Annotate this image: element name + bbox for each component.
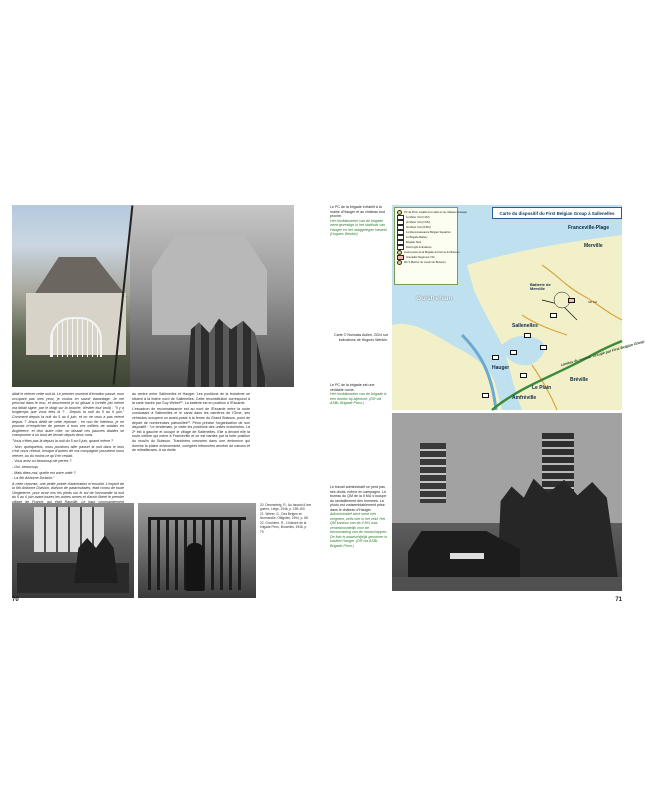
map-legend <box>394 207 468 285</box>
legend-item <box>397 250 460 255</box>
caption-nl: Het hoofdkwartier van de brigade is een drukke bij-bijenkorf. (DR via ASBL Brigade Piron.) <box>330 392 387 405</box>
legend-label: 3e Motor Unit (III MU) <box>406 225 431 229</box>
photo-office-interior <box>12 503 134 598</box>
paragraph: - Vous avez vu beaucoup de pertes ? <box>12 459 72 464</box>
place-breville: Bréville <box>570 377 589 383</box>
archive-house <box>152 235 267 335</box>
paragraph: L'escadron de reconnaissance est au nord de l'Escarde entre la route conduisant à Sallenelles et le canal dans les carrières de l'Orne, ses véhicules occupent un avant-poste à la ferme du Grand Buisson, point de départ de nombreuses patrouilles²¹. Piron précise l'organisation de son dispositif : "Le lendemain, je visite les positions des unités motorisées. La 2ᵉ est à gauche et occupe le village de Sallenelles. Elle a devant elle la route côtière qui mène à Franceville et ce est bardée par la forte position du moulin du Buisson. Tranchées creusées dans une éminence qui domine la plaine environnante, corrigées bétonnées armées de canons et de mitrailleuses. A sa droite <box>132 406 250 453</box>
paragraph: - Mais dites-moi, quelle est votre unité ? <box>12 470 76 475</box>
enemy-unit-marker <box>568 298 575 303</box>
paragraph: - Oui, beaucoup. <box>12 464 39 469</box>
paragraph: au centre entre Sallenelles et Hauger. Les positions de la troisième se situent à la lisière nord de Sallenelles. Cette reconstitution correspond à la carte tracée par Guy Weber²⁰. La batterie est en position à l'Escarde. <box>132 392 250 406</box>
photo-then-and-now-house <box>12 205 294 387</box>
caption-pc <box>330 205 388 237</box>
legend-number-icon <box>397 260 402 265</box>
place-sector-limit-label: Limites du secteur occupé par First Belgian Group <box>560 339 645 368</box>
legend-label: PC de Piron installé à la mairie et au château d'Hauger <box>404 210 468 214</box>
place-hauger: Hauger <box>492 365 510 371</box>
photo-jeep-soldiers <box>392 413 622 591</box>
unit-marker <box>482 393 489 398</box>
legend-label: Field Light Ambulance <box>406 245 432 249</box>
legend-item <box>397 260 455 265</box>
footnote: 22. Crochiere, R., L'histoire de la brigade Piron, Bruxelles, 1946, p. 79. <box>260 521 308 534</box>
caption-ruche <box>330 383 388 406</box>
map-title: Carte du dispositif du First Belgian Group à Sallenelles <box>492 207 622 219</box>
legend-label: Grenadier Regiment 744 <box>406 255 435 259</box>
footnotes <box>260 503 312 535</box>
paragraph: "Vous n'êtes pas là depuis la nuit du 5 au 6 juin, quand même ? <box>12 438 114 443</box>
photo-gate-soldier <box>138 503 256 598</box>
place-amfreville: Amfréville <box>512 395 537 401</box>
left-page <box>12 205 317 610</box>
unit-marker <box>520 373 527 378</box>
place-merville: Merville <box>584 243 603 249</box>
paragraph: allait le relever cette nuit-là. Le premier moment d'émotion passé, mon occupant pas mes yeux, je voulus en savoir davantage. Je me penchai dans le trou, et doucement je lui glissai à l'oreille (du même ma fallait signe, par le doigt sur la bouche, d'éviter tout bruit) : "Il y a longtemps que vous êtes là ? - Depuis la nuit du 5 au 6 juin." Comment depuis la nuit du 5 au 6 juin, et on ne vous a pas relevé depuis ? Jésus dédit de cette réponse ; en non fer intérieur, je ne pouvais m'empêcher de penser à tous ces milliers de soldats en Angleterre, et d'un autre côté, on laissait ces pauvres diables se cramponner à un bout de terrain depuis deux mois. <box>12 392 124 438</box>
caption-fr: Le PC de la brigade s'établit à la mairie d'Hauger et au château tout proche. <box>330 205 386 218</box>
caption-fr: Le PC de la brigade est une véritable ruche. <box>330 383 375 392</box>
place-le-plain: Le Plain <box>532 385 552 391</box>
book-spread <box>12 205 645 610</box>
paragraph: A cette réponse, une petite pointe d'admiration m'envahit. L'exploit de la 6th Airborne Division, division de parachutistes, était connu de toute l'Angleterre, pour avoir mis les pieds sur le sol de Normandie la nuit du 5 au 6 juin avant toutes les autres armes et d'avoir libéré le premier <box>12 481 124 500</box>
footnote: 21. Weber, G., Des Belges en Normandie, Ottignies, 1994, p. 68. <box>260 512 309 521</box>
paragraph: - Non, quelquefois, nous pouvions aller passer la nuit dans le bois c'est nous retrout, lorsque d'autres de ma compagnie pouvaient nous relever, au du moins ce qu'il en restait. <box>12 444 124 458</box>
caption-nl: Het hoofdkwartier van de brigade werd gevestigd in het stadhuis van Hauger en het nabijgelegen kasteel. (Hugues Wenkin) <box>330 218 388 236</box>
legend-label: 2e Motor Unit (II MU) <box>406 220 431 224</box>
legend-label: Brigade Tank <box>406 240 422 244</box>
legend-label: Wn 6 (Barrier du moulin du Buisson) <box>404 260 446 264</box>
caption-map-credit: Carte © Nicholas Aulien, 2024 sur indications de Hugues Wenkin. <box>334 333 388 342</box>
place-ouistreham: Ouistreham <box>416 295 453 302</box>
legend-label: 1st Reconnaissance Belgian Squadron <box>406 230 451 234</box>
house-roof <box>22 257 127 297</box>
sallenelles-map <box>392 205 645 410</box>
map-gr-label: GR 744 <box>588 301 597 304</box>
footnote: 20. Desmedeig, R., Au hasard d'une guerre, Liège, 1946, p. 159-160. <box>260 503 312 512</box>
unit-marker <box>510 350 517 355</box>
soldier-figure <box>186 543 204 591</box>
left-column-b <box>132 392 250 454</box>
ground <box>392 577 622 591</box>
page-number-left: 70 <box>12 597 19 603</box>
white-gate <box>50 317 102 357</box>
legend-item <box>397 230 455 235</box>
right-page <box>330 205 645 610</box>
caption-admin <box>330 485 388 548</box>
legend-label: 1e Motor Unit (I MU) <box>406 215 430 219</box>
legend-label: 1e Brigade Battery <box>406 235 428 239</box>
place-sallenelles: Sallenelles <box>512 323 538 329</box>
shutter-window <box>420 443 446 503</box>
unit-marker <box>550 313 557 318</box>
unit-marker <box>524 333 531 338</box>
paragraph: - La 6th Airborne Division." <box>12 476 55 481</box>
caption-fr: Le travail administratif ne perd pas ses droits, même en campagne. Le bureau du QM de la II MU s'occupe du ravitaillement des hommes. La photo est vraisemblablement prise dans le château d'Hauger. <box>330 485 387 512</box>
place-batterie: Batterie de Merville <box>530 282 551 292</box>
unit-marker <box>540 345 547 350</box>
place-franceville: Franceville-Plage <box>568 225 610 231</box>
shutter-window <box>542 433 574 493</box>
jeep-plate <box>450 553 484 559</box>
legend-item <box>397 210 468 215</box>
unit-marker <box>492 355 499 360</box>
page-number-right: 71 <box>615 597 622 603</box>
legend-label: Avant-poste de la Brigade à la ferme du Buisson <box>404 250 460 254</box>
caption-nl: Administratief werk werd niet vergeten, zelfs niet in het veld. Het QM kantoor van de II MU was verantwoordelijk voor de bevoorrading van de manschappen. De foto is waarschijnlijk genomen in kasteel Hauger. (DR via ASBL Brigade Piron.) <box>330 512 388 548</box>
